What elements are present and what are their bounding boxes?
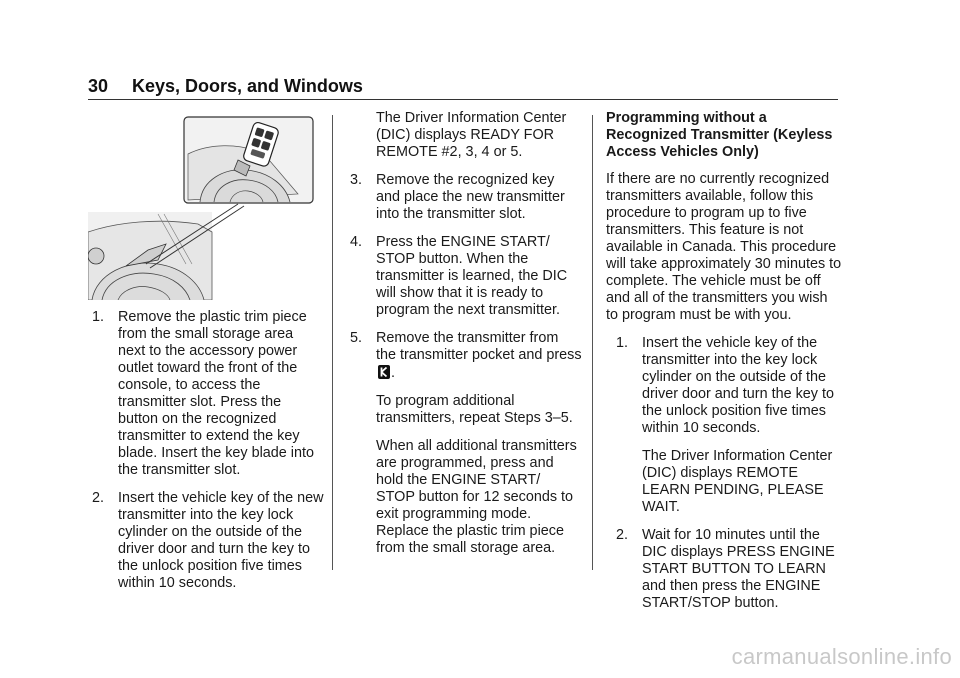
step-5 <box>350 330 582 382</box>
step-text: Remove the plastic trim piece from the small storage area next to the accessory power outlet toward the front of the console, to access the transmitter slot. Press the button on the recognized transmitter to extend the key blade. Insert the key blade into the transmitter slot. <box>118 309 315 478</box>
step-number: 4. <box>350 234 363 250</box>
step-number: 1. <box>616 335 629 351</box>
column-3 <box>606 110 842 623</box>
column-1 <box>92 309 324 603</box>
paragraph-procedure-intro: If there are no currently recognized transmitters available, follow this procedure to program up to five transmitters. This feature is not available in Canada. This procedure will take approximately 30 minutes to complete. The vehicle must be off and all of the transmitters you wish to program must be with you. <box>606 171 842 323</box>
column-2 <box>350 110 582 568</box>
page-number: 30 <box>88 76 109 96</box>
step-number: 3. <box>350 172 363 188</box>
step-number: 5. <box>350 330 363 346</box>
paragraph-remote-learn-pending: The Driver Information Center (DIC) displays REMOTE LEARN PENDING, PLEASE WAIT. <box>642 448 833 515</box>
step-1 <box>92 309 324 479</box>
section-heading-programming: Programming without a Recognized Transmitter (Keyless Access Vehicles Only) <box>606 110 833 160</box>
paragraph-dic-ready: The Driver Information Center (DIC) displays READY FOR REMOTE #2, 3, 4 or 5. <box>376 110 567 160</box>
page-header <box>88 76 363 97</box>
paragraph-repeat-steps: To program additional transmitters, repeat Steps 3–5. <box>376 393 573 426</box>
step-4 <box>350 234 582 319</box>
step-text: Wait for 10 minutes until the DIC displays PRESS ENGINE START BUTTON TO LEARN and then press the ENGINE START/STOP button. <box>642 527 835 611</box>
column-divider-2 <box>592 115 593 570</box>
keyless-fob-icon <box>377 364 391 380</box>
step-text: Insert the vehicle key of the transmitter into the key lock cylinder on the outside of the driver door and turn the key to the unlock position five times within 10 seconds. <box>642 335 834 436</box>
section-title: Keys, Doors, and Windows <box>132 76 363 96</box>
step-1b <box>616 335 842 437</box>
column-divider-1 <box>332 115 333 570</box>
step-2 <box>92 490 324 592</box>
header-rule <box>88 99 838 100</box>
transmitter-slot-illustration <box>88 114 316 300</box>
step-text: Remove the recognized key and place the new transmitter into the transmitter slot. <box>376 172 565 222</box>
step-number: 1. <box>92 309 105 325</box>
step-3 <box>350 172 582 223</box>
step-5-period: . <box>391 365 395 381</box>
watermark: carmanualsonline.info <box>731 644 952 669</box>
step-text: Press the ENGINE START/ STOP button. When the transmitter is learned, the DIC will show that it is ready to program the next transmitter. <box>376 234 568 318</box>
step-number: 2. <box>92 490 105 506</box>
step-text: Remove the transmitter from the transmitter pocket and press <box>376 330 582 363</box>
step-2b <box>616 527 842 612</box>
paragraph-exit-programming: When all additional transmitters are programmed, press and hold the ENGINE START/ STOP button for 12 seconds to exit programming mode. Replace the plastic trim piece from the small storage area. <box>376 438 577 556</box>
step-number: 2. <box>616 527 629 543</box>
step-text: Insert the vehicle key of the new transmitter into the key lock cylinder on the outside of the driver door and turn the key to the unlock position five times within 10 seconds. <box>118 490 324 591</box>
